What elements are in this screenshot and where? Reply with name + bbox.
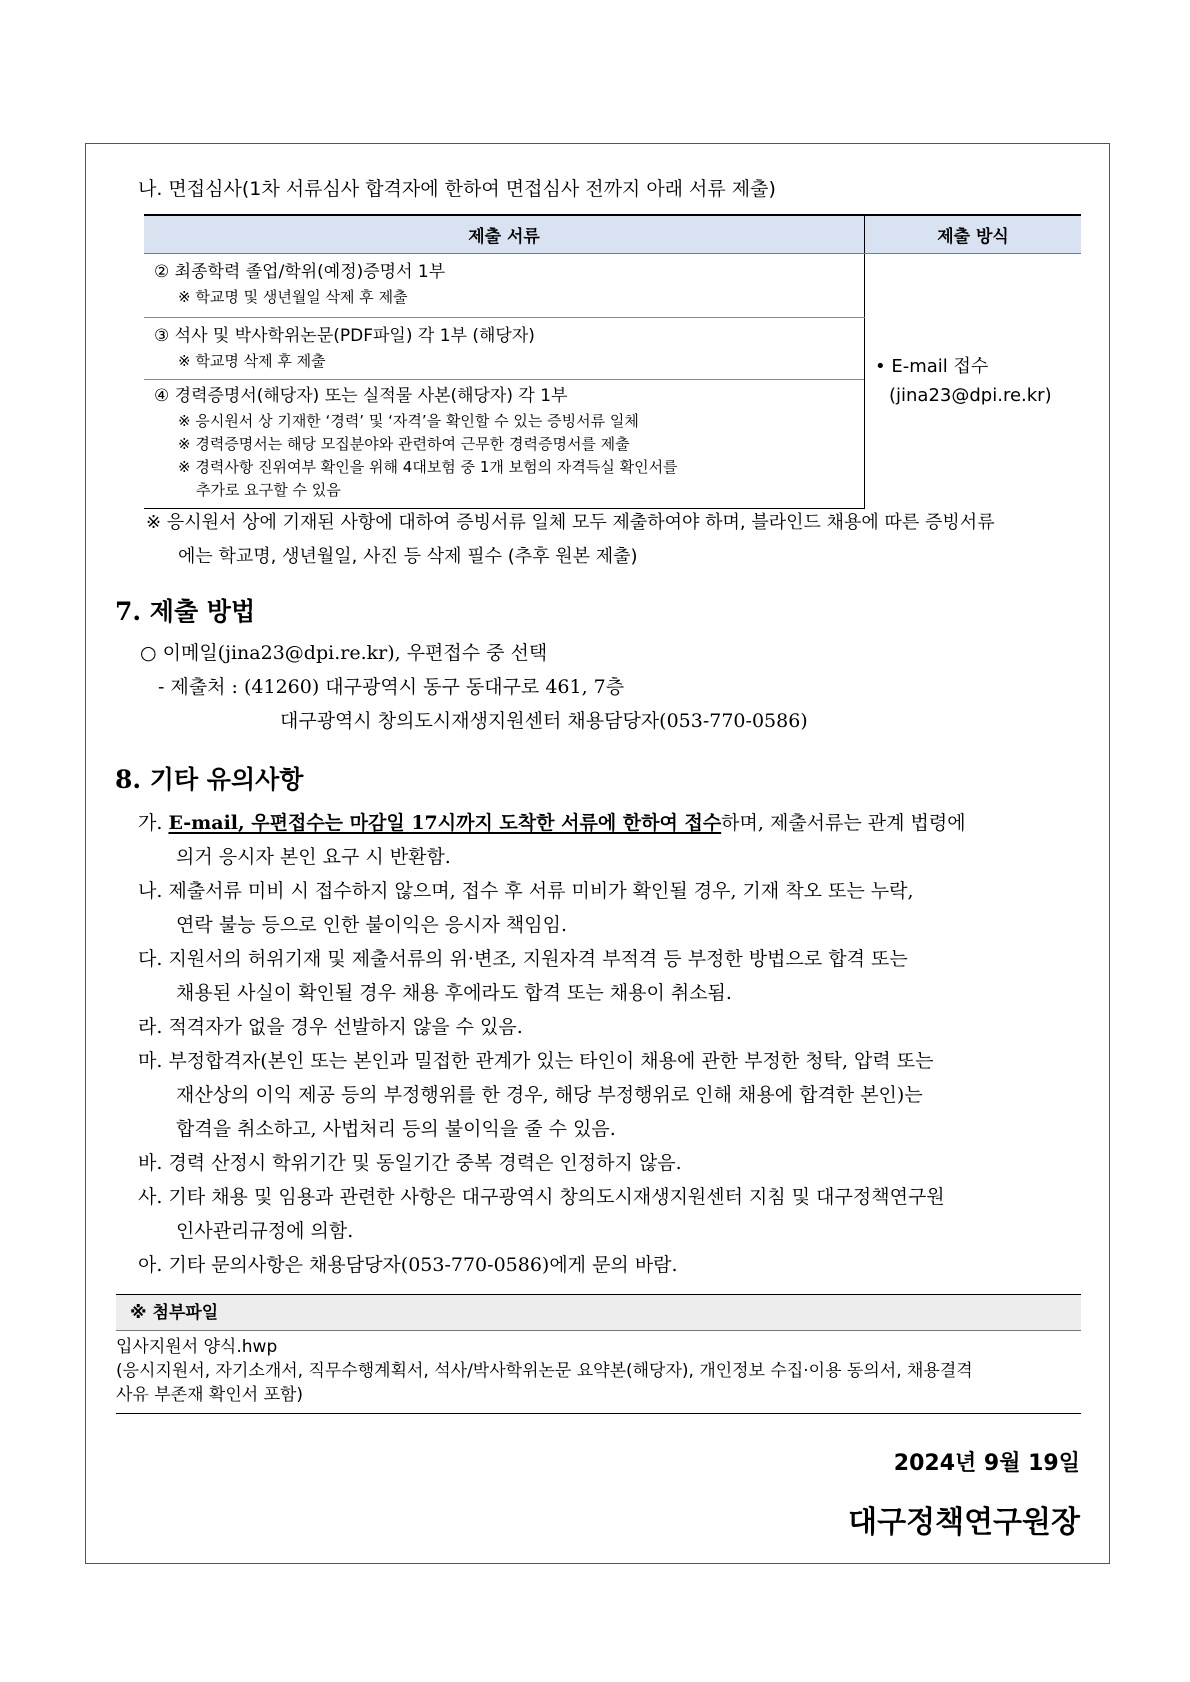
- item-marker: 마.: [138, 1050, 163, 1072]
- item-cont: 연락 불능 등으로 인한 불이익은 응시자 책임임.: [176, 914, 568, 936]
- item-cont: 채용된 사실이 확인될 경우 채용 후에라도 합격 또는 채용이 취소됨.: [176, 982, 732, 1004]
- item-text: 부정합격자(본인 또는 본인과 밀접한 관계가 있는 타인이 채용에 관한 부정한 청탁, 압력 또는: [168, 1050, 934, 1072]
- item-cont: 합격을 취소하고, 사법처리 등의 불이익을 줄 수 있음.: [176, 1118, 616, 1140]
- attachment-body: [116, 1331, 1081, 1414]
- item-marker: 바.: [138, 1152, 163, 1174]
- notice-item-ba: [138, 1148, 682, 1175]
- document-date: 2024년 9월 19일: [893, 1451, 1080, 1476]
- item-text: 경력 산정시 학위기간 및 동일기간 중복 경력은 인정하지 않음.: [168, 1152, 682, 1174]
- item-rest: 하며, 제출서류는 관계 법령에: [721, 812, 966, 834]
- table-row: [144, 254, 1081, 318]
- item-text: 지원서의 허위기재 및 제출서류의 위·변조, 지원자격 부적격 등 부정한 방법으로 합격 또는: [168, 948, 908, 970]
- item-text: 기타 채용 및 임용과 관련한 사항은 대구광역시 창의도시재생지원센터 지침 및 대구정책연구원: [168, 1186, 945, 1208]
- item-text: 적격자가 없을 경우 선발하지 않을 수 있음.: [168, 1016, 523, 1038]
- table-note-line1: ※ 응시원서 상에 기재된 사항에 대하여 증빙서류 일체 모두 제출하여야 하며, 블라인드 채용에 따른 증빙서류: [146, 512, 995, 533]
- attachment-header: ※ 첨부파일: [116, 1294, 1081, 1331]
- notice-item-ma: [138, 1046, 933, 1073]
- method-line2: (jina23@dpi.re.kr): [889, 385, 1052, 407]
- item-cont: 인사관리규정에 의함.: [176, 1220, 354, 1242]
- doc-note: ※ 경력사항 진위여부 확인을 위해 4대보험 중 1개 보험의 자격득실 확인서를: [178, 458, 678, 476]
- item-marker: 다.: [138, 948, 163, 970]
- item-underlined: E-mail, 우편접수는 마감일 17시까지 도착한 서류에 한하여 접수: [168, 812, 722, 834]
- notice-item-na: [138, 876, 914, 903]
- doc-main: ③ 석사 및 박사학위논문(PDF파일) 각 1부 (해당자): [154, 326, 535, 346]
- item-marker: 가.: [138, 812, 163, 834]
- doc-note: ※ 경력증명서는 해당 모집분야와 관련하여 근무한 경력증명서를 제출: [178, 435, 630, 453]
- notice-item-ra: [138, 1012, 523, 1039]
- header-docs: 제출 서류: [144, 215, 865, 254]
- issuing-organization: 대구정책연구원장: [848, 1505, 1080, 1540]
- attachment-file[interactable]: 입사지원서 양식.hwp: [116, 1337, 278, 1357]
- item-cont: 재산상의 이익 제공 등의 부정행위를 한 경우, 해당 부정행위로 인해 채용에 합격한 본인)는: [176, 1084, 923, 1106]
- section7-line2: - 제출처 : (41260) 대구광역시 동구 동대구로 461, 7층: [158, 676, 625, 698]
- item-marker: 아.: [138, 1254, 163, 1276]
- table-note-line2: 에는 학교명, 생년월일, 사진 등 삭제 필수 (추후 원본 제출): [178, 546, 638, 567]
- notice-item-a: [138, 1250, 678, 1277]
- item-text: 제출서류 미비 시 접수하지 않으며, 접수 후 서류 미비가 확인될 경우, 기재 착오 또는 누락,: [168, 880, 914, 902]
- item-marker: 사.: [138, 1186, 163, 1208]
- method-line1: • E-mail 접수: [875, 356, 989, 378]
- item-text: 기타 문의사항은 채용담당자(053-770-0586)에게 문의 바람.: [168, 1254, 678, 1276]
- item-cont: 의거 응시자 본인 요구 시 반환함.: [176, 846, 451, 868]
- attachment-desc-line1: (응시지원서, 자기소개서, 직무수행계획서, 석사/박사학위논문 요약본(해당자), 개인정보 수집·이용 동의서, 채용결격: [116, 1361, 973, 1381]
- doc-note: ※ 학교명 삭제 후 제출: [178, 352, 326, 370]
- doc-note: ※ 학교명 및 생년월일 삭제 후 제출: [178, 288, 408, 306]
- attachment-desc-line2: 사유 부존재 확인서 포함): [116, 1385, 304, 1405]
- header-method: 제출 방식: [865, 215, 1082, 254]
- section7-heading: 7. 제출 방법: [115, 597, 256, 626]
- notice-item-sa: [138, 1182, 945, 1209]
- item-marker: 라.: [138, 1016, 163, 1038]
- section8-heading: 8. 기타 유의사항: [115, 765, 304, 794]
- notice-item-ga: [138, 808, 966, 835]
- section7-line3: 대구광역시 창의도시재생지원센터 채용담당자(053-770-0586): [280, 710, 808, 732]
- doc-note: 추가로 요구할 수 있음: [196, 481, 341, 499]
- submission-method: [865, 254, 1082, 509]
- notice-item-da: [138, 944, 908, 971]
- interview-title: 나. 면접심사(1차 서류심사 합격자에 한하여 면접심사 전까지 아래 서류 제출): [138, 178, 776, 200]
- doc-note: ※ 응시원서 상 기재한 ‘경력’ 및 ‘자격’을 확인할 수 있는 증빙서류 일체: [178, 412, 639, 430]
- doc-main: ② 최종학력 졸업/학위(예정)증명서 1부: [154, 262, 446, 282]
- section7-line1: ○ 이메일(jina23@dpi.re.kr), 우편접수 중 선택: [140, 642, 548, 664]
- doc-main: ④ 경력증명서(해당자) 또는 실적물 사본(해당자) 각 1부: [154, 386, 568, 406]
- interview-documents-table: [144, 214, 1081, 509]
- item-marker: 나.: [138, 880, 163, 902]
